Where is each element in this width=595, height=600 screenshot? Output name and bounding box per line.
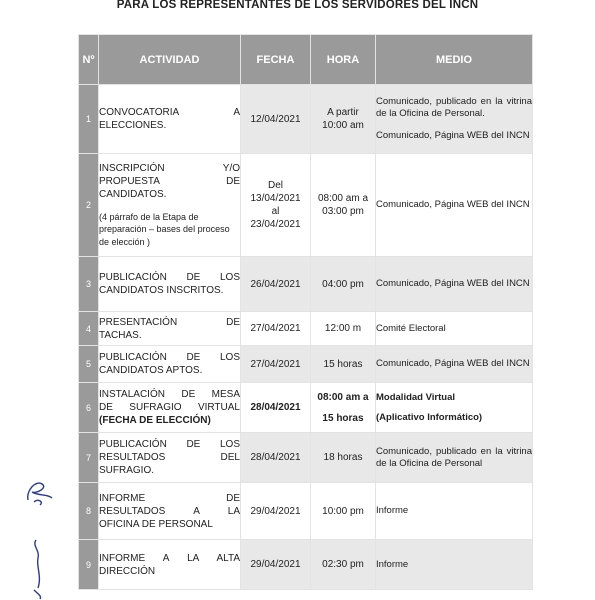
col-header-num: Nº bbox=[79, 35, 99, 85]
time-cell: 08:00 am a 15 horas bbox=[311, 383, 376, 433]
activity-cell: INSCRIPCIÓN Y/O PROPUESTA DE CANDIDATOS. (4 párrafo de la Etapa de preparación – bases del proceso de elección ) bbox=[99, 154, 241, 257]
table-row bbox=[79, 154, 533, 257]
page-title: PARA LOS REPRESENTANTES DE LOS SERVIDORES DEL INCN bbox=[116, 0, 479, 11]
table-row bbox=[79, 383, 533, 433]
activity-cell: INFORME DE RESULTADOS A LA OFICINA DE PERSONAL bbox=[99, 483, 241, 540]
row-number: 3 bbox=[79, 257, 99, 312]
date-cell: 27/04/2021 bbox=[241, 312, 311, 346]
row-number: 8 bbox=[79, 483, 99, 540]
date-cell: 12/04/2021 bbox=[241, 85, 311, 154]
row-number: 9 bbox=[79, 540, 99, 590]
col-header-fecha: FECHA bbox=[241, 35, 311, 85]
date-cell: 29/04/2021 bbox=[241, 483, 311, 540]
row-number: 5 bbox=[79, 346, 99, 383]
time-cell: 04:00 pm bbox=[311, 257, 376, 312]
date-cell: 28/04/2021 bbox=[241, 433, 311, 483]
activity-cell: PUBLICACIÓN DE LOS CANDIDATOS APTOS. bbox=[99, 346, 241, 383]
table-row bbox=[79, 85, 533, 154]
time-cell: A partir 10:00 am bbox=[311, 85, 376, 154]
time-cell: 08:00 am a 03:00 pm bbox=[311, 154, 376, 257]
activity-note: (4 párrafo de la Etapa de preparación – bases del proceso de elección ) bbox=[99, 211, 230, 247]
table-row bbox=[79, 433, 533, 483]
table-row bbox=[79, 483, 533, 540]
row-number: 7 bbox=[79, 433, 99, 483]
row-number: 4 bbox=[79, 312, 99, 346]
medium-cell: Comunicado, Página WEB del INCN bbox=[376, 154, 533, 257]
date-cell: Del 13/04/2021 al 23/04/2021 bbox=[241, 154, 311, 257]
medium-cell: Comunicado, publicado en la vitrina de la Oficina de Personal. Comunicado, Página WEB del INCN bbox=[376, 85, 533, 154]
activity-cell: PUBLICACIÓN DE LOS RESULTADOS DEL SUFRAGIO. bbox=[99, 433, 241, 483]
schedule-table bbox=[78, 34, 533, 590]
row-number: 1 bbox=[79, 85, 99, 154]
date-cell: 29/04/2021 bbox=[241, 540, 311, 590]
activity-cell: INSTALACIÓN DE MESA DE SUFRAGIO VIRTUAL (FECHA DE ELECCIÓN) bbox=[99, 383, 241, 433]
row-number: 2 bbox=[79, 154, 99, 257]
col-header-hora: HORA bbox=[311, 35, 376, 85]
medium-cell: Informe bbox=[376, 483, 533, 540]
time-cell: 12:00 m bbox=[311, 312, 376, 346]
medium-cell: Comunicado, Página WEB del INCN bbox=[376, 346, 533, 383]
table-row bbox=[79, 312, 533, 346]
time-cell: 10:00 pm bbox=[311, 483, 376, 540]
initials-signature-icon bbox=[22, 472, 58, 508]
date-cell: 27/04/2021 bbox=[241, 346, 311, 383]
medium-cell: Comité Electoral bbox=[376, 312, 533, 346]
date-cell: 26/04/2021 bbox=[241, 257, 311, 312]
table-header-row bbox=[79, 35, 533, 85]
medium-cell: Modalidad Virtual (Aplicativo Informático) bbox=[376, 383, 533, 433]
time-cell: 18 horas bbox=[311, 433, 376, 483]
activity-cell: CONVOCATORIA A ELECCIONES. bbox=[99, 85, 241, 154]
table-row bbox=[79, 257, 533, 312]
handwritten-mark-icon bbox=[22, 536, 52, 600]
activity-cell: PRESENTACIÓN DE TACHAS. bbox=[99, 312, 241, 346]
activity-cell: PUBLICACIÓN DE LOS CANDIDATOS INSCRITOS. bbox=[99, 257, 241, 312]
medium-cell: Comunicado, Página WEB del INCN bbox=[376, 257, 533, 312]
table-row bbox=[79, 540, 533, 590]
col-header-medio: MEDIO bbox=[376, 35, 533, 85]
medium-cell: Comunicado, publicado en la vitrina de la Oficina de Personal bbox=[376, 433, 533, 483]
table-row bbox=[79, 346, 533, 383]
row-number: 6 bbox=[79, 383, 99, 433]
activity-cell: INFORME A LA ALTA DIRECCIÓN bbox=[99, 540, 241, 590]
time-cell: 15 horas bbox=[311, 346, 376, 383]
date-cell: 28/04/2021 bbox=[241, 383, 311, 433]
medium-cell: Informe bbox=[376, 540, 533, 590]
time-cell: 02:30 pm bbox=[311, 540, 376, 590]
col-header-actividad: ACTIVIDAD bbox=[99, 35, 241, 85]
